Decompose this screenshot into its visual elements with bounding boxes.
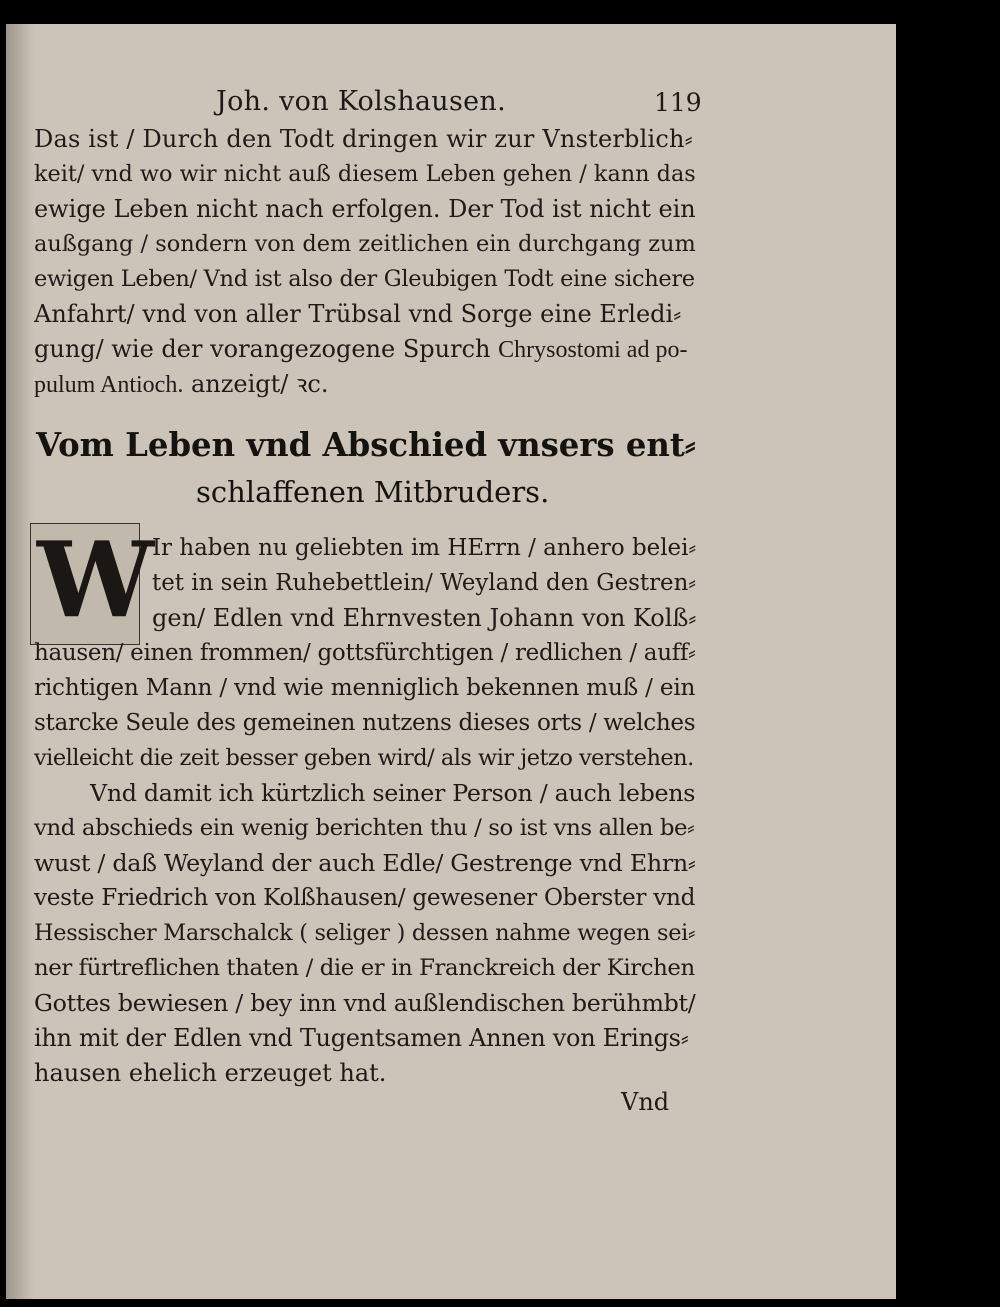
- book-page: [6, 24, 896, 1299]
- text-line: ewigen Leben/ Vnd ist also der Gleubigen Todt eine sichere: [34, 266, 695, 292]
- text-line: hausen ehelich erzeuget hat.: [34, 1059, 387, 1087]
- section-heading-line2: schlaffenen Mitbruders.: [196, 475, 550, 509]
- section-heading: Vom Leben vnd Abschied vnsers ent⸗: [36, 426, 696, 464]
- text-segment: gung/ wie der vorangezogene Spurch: [34, 335, 491, 363]
- text-segment: anzeigt/ ꝛc.: [190, 370, 329, 398]
- binding-shadow: [6, 24, 34, 1299]
- text-line: ihn mit der Edlen vnd Tugentsamen Annen von Erings⸗: [34, 1024, 689, 1052]
- text-line: [34, 369, 328, 400]
- running-head: Joh. von Kolshausen.: [216, 86, 506, 117]
- text-line: veste Friedrich von Kolßhausen/ gewesener Oberster vnd: [34, 885, 696, 911]
- text-line: Anfahrt/ vnd von aller Trübsal vnd Sorge eine Erledi⸗: [34, 300, 682, 328]
- text-line: tet in sein Ruhebettlein/ Weyland den Gestren⸗: [152, 570, 696, 596]
- text-line: hausen/ einen frommen/ gottsfürchtigen / redlichen / auff⸗: [34, 640, 696, 666]
- text-line: wust / daß Weyland der auch Edle/ Gestrenge vnd Ehrn⸗: [34, 849, 696, 877]
- catchword: Vnd: [621, 1088, 670, 1116]
- latin-text: pulum Antioch.: [34, 372, 184, 398]
- text-line: gen/ Edlen vnd Ehrnvesten Johann von Kolß⸗: [152, 604, 697, 632]
- text-line: [34, 334, 687, 365]
- latin-text: Chrysostomi ad po-: [498, 337, 688, 363]
- text-line: ewige Leben nicht nach erfolgen. Der Tod ist nicht ein: [34, 195, 696, 223]
- text-line: richtigen Mann / vnd wie menniglich bekennen muß / ein: [34, 675, 696, 701]
- text-line: Hessischer Marschalck ( seliger ) dessen nahme wegen sei⸗: [34, 920, 696, 946]
- text-line: Das ist / Durch den Todt dringen wir zur Vnsterblich⸗: [34, 125, 693, 153]
- text-line: starcke Seule des gemeinen nutzens dieses orts / welches: [34, 710, 696, 736]
- text-line: keit/ vnd wo wir nicht auß diesem Leben gehen / kann das: [34, 161, 696, 187]
- text-line: Ir haben nu geliebten im HErrn / anhero belei⸗: [152, 535, 697, 561]
- text-line: außgang / sondern von dem zeitlichen ein durchgang zum: [34, 231, 696, 257]
- decorated-initial: [30, 518, 154, 645]
- text-line: Gottes bewiesen / bey inn vnd außlendischen berühmbt/: [34, 989, 696, 1017]
- text-line: ner fürtreflichen thaten / die er in Franckreich der Kirchen: [34, 955, 695, 981]
- text-line: vielleicht die zeit besser geben wird/ als wir jetzo verstehen.: [34, 745, 694, 771]
- page-number: 119: [654, 88, 702, 117]
- text-line: Vnd damit ich kürtzlich seiner Person / auch lebens: [90, 779, 696, 807]
- text-line: vnd abschieds ein wenig berichten thu / so ist vns allen be⸗: [34, 815, 695, 841]
- initial-letter: W: [37, 518, 154, 641]
